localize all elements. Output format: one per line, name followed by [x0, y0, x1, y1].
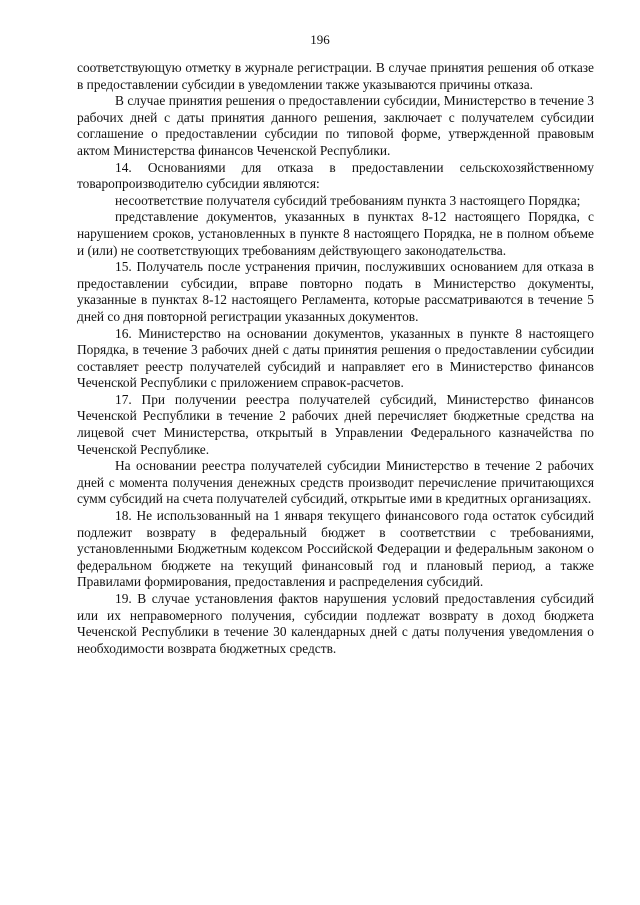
paragraph-16-registry: 16. Министерство на основании документов, указанных в пункте 8 настоящего Порядка, в течение 3 рабочих дней с даты принятия решения о предоставлении субсидии составляет реестр получателей субсидий и направляет его в Министерство финансов Чеченской Республики с приложением справок-расчетов. — [77, 325, 594, 391]
document-body — [77, 60, 594, 657]
paragraph-payment-to-recipients: На основании реестра получателей субсидии Министерство в течение 2 рабочих дней с момента получения денежных средств производит перечисление причитающихся сумм субсидий на счета получателей субсидий, открытые ими в кредитных организациях. — [77, 458, 594, 507]
paragraph-subsidy-agreement: В случае принятия решения о предоставлении субсидии, Министерство в течение 3 рабочих дней с даты принятия данного решения, заключает с получателем субсидии соглашение о предоставлении субсидии по типовой форме, утвержденной правовым актом Министерства финансов Чеченской Республики. — [77, 93, 594, 158]
paragraph-refusal-ground-2: представление документов, указанных в пунктах 8-12 настоящего Порядка, с нарушением сроков, установленных в пункте 8 настоящего Порядка, не в полном объеме и (или) не соответствующих требованиям действующего законодательства. — [77, 209, 594, 258]
paragraph-refusal-ground-1: несоответствие получателя субсидий требованиям пункта 3 настоящего Порядка; — [115, 192, 581, 208]
paragraph-15-resubmission: 15. Получатель после устранения причин, послуживших основанием для отказа в предоставлении субсидии, вправе повторно подать в Министерство документы, указанные в пунктах 8-12 настоящего Регламента, которые рассматриваются в течение 5 дней со дня повторной регистрации указанных документов. — [77, 259, 594, 324]
page-number: 196 — [310, 32, 330, 47]
paragraph-14-refusal-grounds: 14. Основаниями для отказа в предоставлении сельскохозяйственному товаропроизводителю субсидии являются: — [77, 159, 594, 192]
paragraph-18-unused-balance: 18. Не использованный на 1 января текущего финансового года остаток субсидий подлежит возврату в федеральный бюджет в соответствии с требованиями, установленными Бюджетным кодексом Российской Федерации и федеральным законом о федеральном бюджете на текущий финансовый год и плановый период, а также Правилами формирования, предоставления и распределения субсидий. — [77, 508, 594, 590]
paragraph-continuation: соответствующую отметку в журнале регистрации. В случае принятия решения об отказе в предоставлении субсидии в уведомлении также указываются причины отказа. — [77, 60, 594, 92]
paragraph-17-funds-transfer: 17. При получении реестра получателей субсидий, Министерство финансов Чеченской Республики в течение 2 рабочих дней перечисляет бюджетные средства на лицевой счет Министерства, открытый в Управлении Федерального казначейства по Чеченской Республике. — [77, 391, 594, 457]
paragraph-19-violations-refund: 19. В случае установления фактов нарушения условий предоставления субсидий или их неправомерного получения, субсидии подлежат возврату в доход бюджета Чеченской Республики в течение 30 календарных дней с даты получения уведомления о необходимости возврата бюджетных средств. — [77, 591, 594, 656]
